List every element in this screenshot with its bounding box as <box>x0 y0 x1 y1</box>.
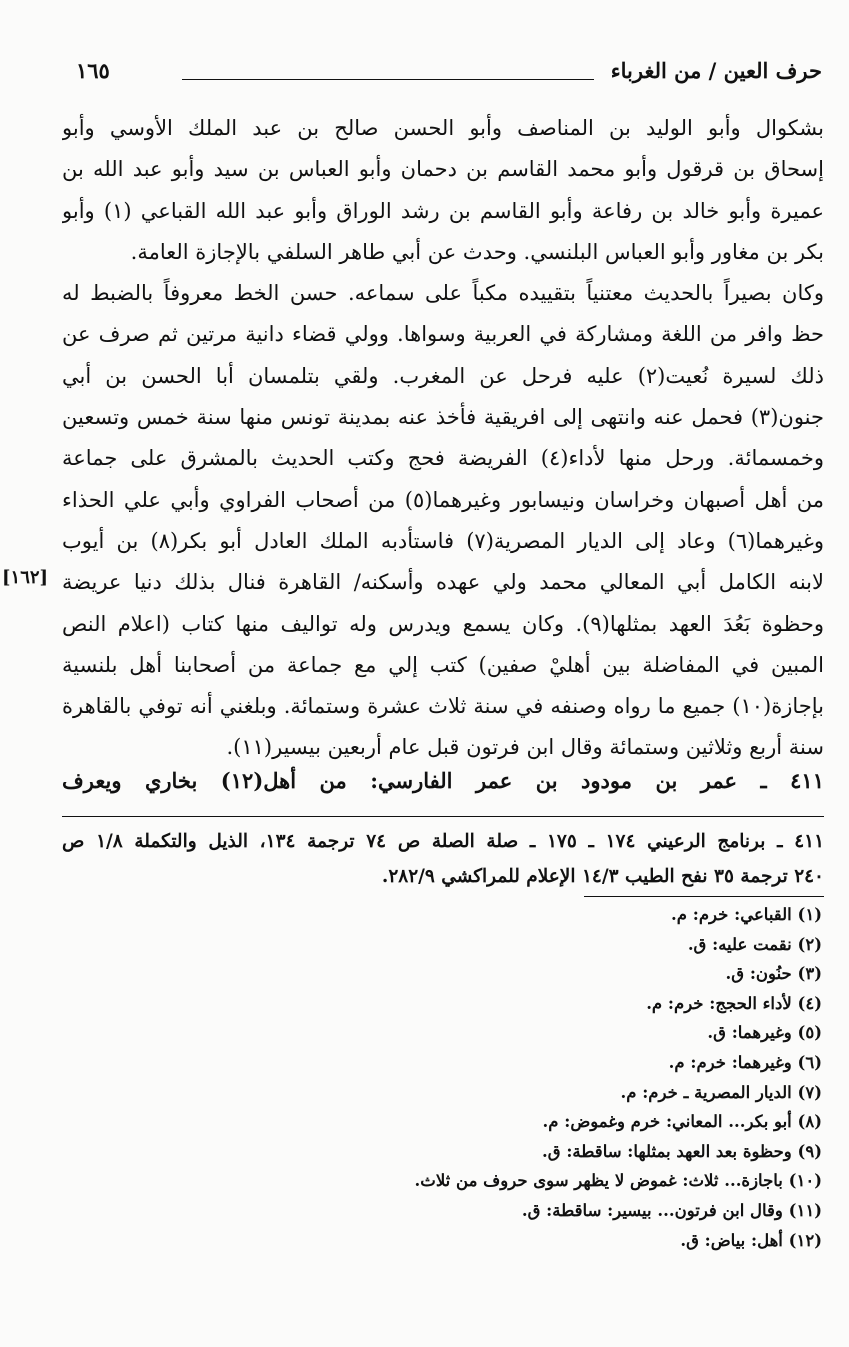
footnotes <box>415 900 822 1255</box>
text-line: سنة أربع وثلاثين وستمائة وقال ابن فرتون قبل عام أربعين بيسير(١١). <box>226 735 824 760</box>
footnote: (٦) وغيرهما: خرم: م. <box>668 1052 822 1072</box>
text-line: بشكوال وأبو الوليد بن المناصف وأبو الحسن صالح بن عبد الملك الأوسي وأبو <box>62 116 824 140</box>
text-line: وغيرهما(٦) وعاد إلى الديار المصرية(٧) فاستأدبه الملك العادل أبو بكر(٨) بن أيوب <box>62 528 824 553</box>
footnote: (١٠) باجازة... ثلاث: غموض لا يظهر سوى حروف من ثلاث. <box>414 1171 822 1191</box>
text-line: عميرة وأبو خالد بن رفاعة وأبو القاسم بن رشد الوراق وأبو عبد الله القباعي (١) وأبو <box>62 198 824 223</box>
text-line: إسحاق بن قرقول وأبو محمد القاسم بن دحمان وأبو العباس بن سيد وأبو عبد الله بن <box>62 157 824 182</box>
text-line: من أهل أصبهان وخراسان ونيسابور وغيرهما(٥) من أصحاب الفراوي وأبي علي الحذاء <box>62 487 824 512</box>
source-rule <box>62 816 824 817</box>
source-line: ٤١١ ـ برنامج الرعيني ١٧٤ ـ ١٧٥ ـ صلة الصلة ص ٧٤ ترجمة ١٣٤، الذيل والتكملة ١/٨ ص <box>62 831 825 852</box>
text-line: المبين في المفاضلة بين أهليْ صفين) كتب إلي مع جماعة من أصحابنا أهل بلنسية <box>62 652 824 677</box>
footnote: (٧) الديار المصرية ـ خرم: م. <box>620 1082 822 1102</box>
main-text <box>62 108 824 769</box>
text-line: وحظوة بَعُدَ العهد بمثلها(٩). وكان يسمع ويدرس وله تواليف منها كتاب (اعلام النص <box>62 611 824 636</box>
text-line: جنون(٣) فحمل عنه وانتهى إلى افريقية فأخذ عنه بمدينة تونس منها سنة خمس وتسعين <box>62 405 824 430</box>
running-title: حرف العين / من الغرباء <box>610 58 822 83</box>
footnote: (٢) نقمت عليه: ق. <box>687 934 822 954</box>
footnote: (١) القباعي: خرم: م. <box>671 905 822 924</box>
text-line: بكر بن مغاور وأبو العباس البلنسي. وحدث عن أبي طاهر السلفي بالإجازة العامة. <box>130 239 824 264</box>
margin-page-reference: [١٦٢] <box>2 567 49 588</box>
text-line: لابنه الكامل أبي المعالي محمد ولي عهده وأسكنه/ القاهرة فنال بذلك دنيا عريضة <box>62 570 824 595</box>
footnote-rule <box>584 896 824 897</box>
header-rule <box>182 79 594 80</box>
text-line: بإجازة(١٠) جميع ما رواه وصنفه في سنة ثلاث عشرة وستمائة. وبلغني أنه توفي بالقاهرة <box>62 694 824 719</box>
footnote: (٨) أبو بكر... المعاني: خرم وغموض: م. <box>542 1112 822 1132</box>
source-line: ٢٤٠ ترجمة ٣٥ نفح الطيب ١٤/٣ الإعلام للمراكشي ٢٨٢/٩. <box>381 866 824 887</box>
footnote: (١٢) أهل: بياض: ق. <box>680 1230 822 1250</box>
source-references <box>62 824 824 894</box>
footnote: (١١) وقال ابن فرتون... بيسير: ساقطة: ق. <box>521 1200 822 1220</box>
text-line: ذلك لسيرة نُعيت(٢) عليه فرحل عن المغرب. ولقي بتلمسان أبا الحسن بن أبي <box>62 363 824 388</box>
text-line: وكان بصيراً بالحديث معتنياً بتقييده مكباً على سماعه. حسن الخط معروفاً بالضبط له <box>62 281 824 306</box>
footnote: (٤) لأداء الحجج: خرم: م. <box>646 993 822 1013</box>
footnote: (٣) حنُون: ق. <box>725 964 822 984</box>
page-number: ١٦٥ <box>76 58 110 83</box>
footnote: (٥) وغيرهما: ق. <box>707 1023 822 1043</box>
entry-heading: ٤١١ ـ عمر بن مودود بن عمر الفارسي: من أهل(١٢) بخاري ويعرف <box>62 768 824 793</box>
text-line: وخمسمائة. ورحل منها لأداء(٤) الفريضة فحج وكتب الحديث بالمشرق على جماعة <box>62 446 824 471</box>
text-line: حظ وافر من اللغة ومشاركة في العربية وسواها. وولي قضاء دانية مرتين ثم صرف عن <box>62 322 824 347</box>
footnote: (٩) وحظوة بعد العهد بمثلها: ساقطة: ق. <box>542 1141 822 1161</box>
running-header <box>62 58 822 92</box>
